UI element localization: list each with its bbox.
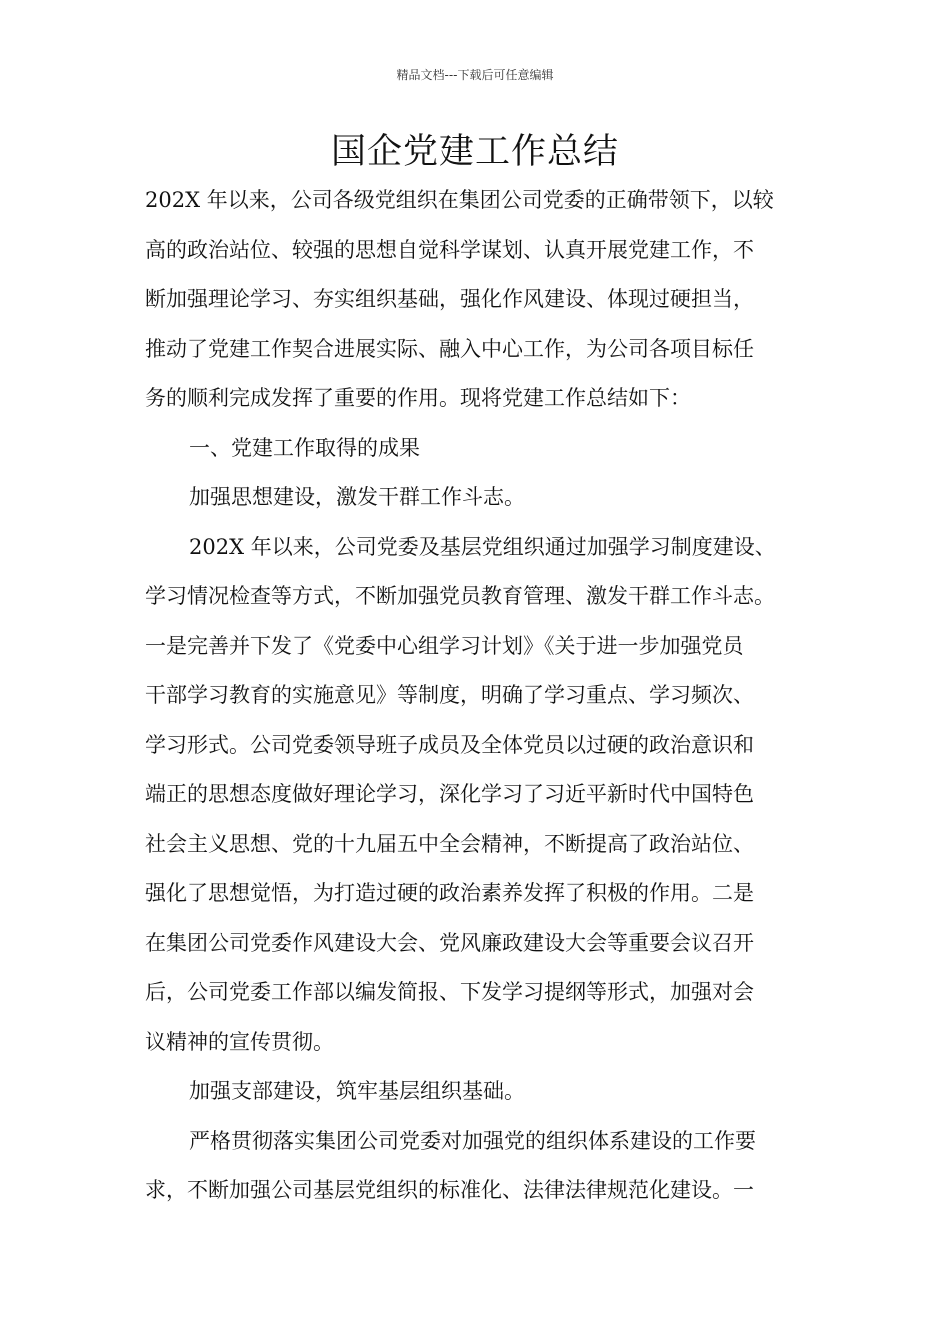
body-line: 端正的思想态度做好理论学习，深化学习了习近平新时代中国特色 (145, 782, 754, 806)
body-line: 推动了党建工作契合进展实际、融入中心工作，为公司各项目标任 (145, 336, 754, 361)
body-line: 求，不断加强公司基层党组织的标准化、法律法律规范化建设。一 (145, 1178, 754, 1202)
body-line: 干部学习教育的实施意见》等制度，明确了学习重点、学习频次、 (145, 683, 754, 707)
document-body (145, 176, 815, 1216)
body-line: 断加强理论学习、夯实组织基础，强化作风建设、体现过硬担当， (145, 287, 754, 311)
subsection-heading: 加强支部建设，筑牢基层组织基础。 (189, 1079, 525, 1103)
header-note: 精品文档---下载后可任意编辑 (396, 68, 554, 82)
body-line: 务的顺利完成发挥了重要的作用。现将党建工作总结如下： (145, 386, 691, 410)
body-line: 后，公司党委工作部以编发简报、下发学习提纲等形式，加强对会 (145, 980, 754, 1004)
document-title: 国企党建工作总结 (330, 132, 619, 172)
body-line: 在集团公司党委作风建设大会、党风廉政建设大会等重要会议召开 (145, 930, 754, 955)
section-heading: 一、党建工作取得的成果 (189, 435, 420, 460)
body-line: 强化了思想觉悟，为打造过硬的政治素养发挥了积极的作用。二是 (145, 881, 754, 905)
body-line: 社会主义思想、党的十九届五中全会精神，不断提高了政治站位、 (145, 831, 754, 856)
body-line: 高的政治站位、较强的思想自觉科学谋划、认真开展党建工作，不 (145, 237, 754, 262)
body-line: 一是完善并下发了《党委中心组学习计划》《关于进一步加强党员 (145, 633, 744, 658)
body-line: 202X 年以来，公司党委及基层党组织通过加强学习制度建设、 (189, 534, 776, 559)
body-line: 学习形式。公司党委领导班子成员及全体党员以过硬的政治意识和 (145, 732, 754, 757)
body-line: 严格贯彻落实集团公司党委对加强党的组织体系建设的工作要 (189, 1128, 756, 1153)
body-line: 学习情况检查等方式，不断加强党员教育管理、激发干群工作斗志。 (145, 584, 775, 608)
body-line: 202X 年以来，公司各级党组织在集团公司党委的正确带领下，以较 (145, 188, 774, 212)
body-line: 议精神的宣传贯彻。 (145, 1029, 334, 1054)
subsection-heading: 加强思想建设，激发干群工作斗志。 (189, 485, 525, 509)
